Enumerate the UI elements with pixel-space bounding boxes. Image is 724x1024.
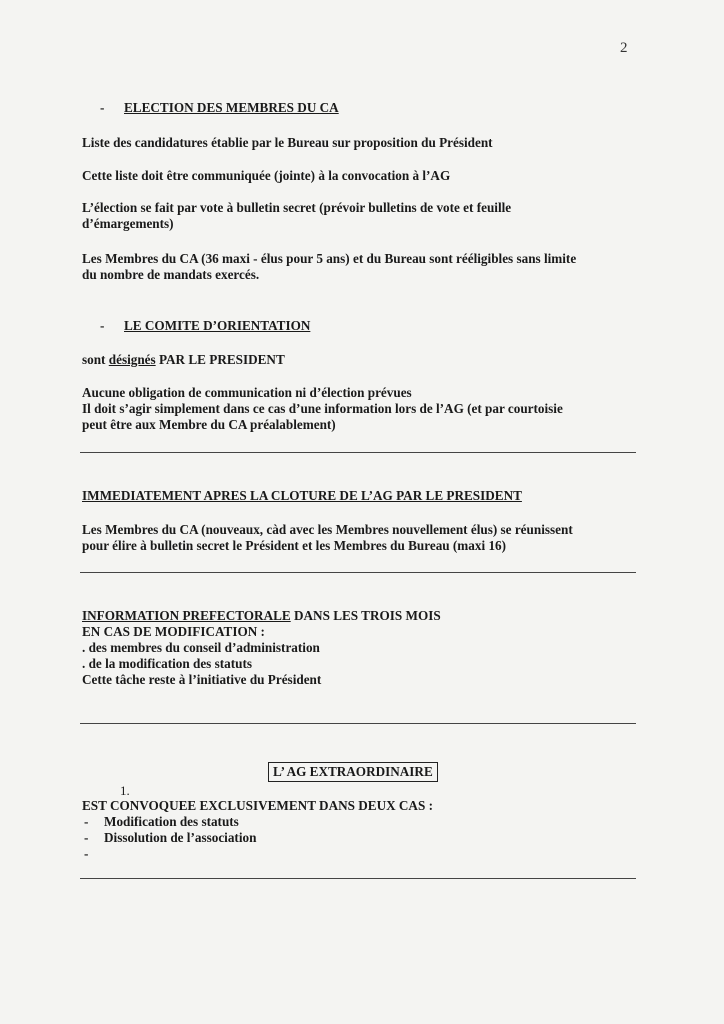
ag-extra-item1: Modification des statuts <box>104 814 239 829</box>
prefecture-line5: Cette tâche reste à l’initiative du Président <box>82 672 322 687</box>
cloture-line2: pour élire à bulletin secret le Président et les Membres du Bureau (maxi 16) <box>82 538 507 553</box>
divider <box>80 723 636 724</box>
cloture-heading: IMMEDIATEMENT APRES LA CLOTURE DE L’AG PAR LE PRESIDENT <box>82 488 522 503</box>
ag-extra-block <box>82 798 642 861</box>
heading-dash: - <box>100 100 105 115</box>
ag-extra-item2: Dissolution de l’association <box>104 830 257 845</box>
bullet-dash: - <box>84 830 89 845</box>
divider <box>80 572 636 573</box>
bullet-dash: - <box>84 846 89 861</box>
prefecture-heading <box>82 608 642 624</box>
page-number: 2 <box>620 40 628 56</box>
comite-heading-text: LE COMITE D’ORIENTATION <box>124 318 311 333</box>
comite-p2-line2: Il doit s’agir simplement dans ce cas d’une information lors de l’AG (et par courtoisie <box>82 401 563 416</box>
election-p3-line2: d’émargements) <box>82 216 174 231</box>
election-p4-line1: Les Membres du CA (36 maxi - élus pour 5 ans) et du Bureau sont rééligibles sans limite <box>82 251 577 266</box>
election-p3 <box>82 200 642 232</box>
comite-p1-post: PAR LE PRESIDENT <box>155 352 285 367</box>
comite-p1 <box>82 352 642 368</box>
cloture-paragraph <box>82 522 642 554</box>
heading-dash: - <box>100 318 105 333</box>
comite-p2 <box>82 385 642 433</box>
comite-p2-line1: Aucune obligation de communication ni d’élection prévues <box>82 385 412 400</box>
election-heading <box>100 100 339 116</box>
prefecture-heading-underlined: INFORMATION PREFECTORALE <box>82 608 291 623</box>
prefecture-item2: . de la modification des statuts <box>82 656 252 671</box>
divider <box>80 878 636 879</box>
election-p2: Cette liste doit être communiquée (jointe) à la convocation à l’AG <box>82 168 451 183</box>
prefecture-item1: . des membres du conseil d’administration <box>82 640 320 655</box>
prefecture-heading-rest: DANS LES TROIS MOIS <box>290 608 441 623</box>
ag-extra-title: L’ AG EXTRAORDINAIRE <box>268 762 438 782</box>
comite-p1-pre: sont <box>82 352 109 367</box>
election-p1: Liste des candidatures établie par le Bureau sur proposition du Président <box>82 135 493 150</box>
prefecture-line2: EN CAS DE MODIFICATION : <box>82 624 265 639</box>
prefecture-block <box>82 608 642 688</box>
comite-p1-underlined: désignés <box>108 352 156 367</box>
divider <box>80 452 636 453</box>
election-heading-text: ELECTION DES MEMBRES DU CA <box>124 100 339 115</box>
bullet-dash: - <box>84 814 89 829</box>
election-p3-line1: L’élection se fait par vote à bulletin secret (prévoir bulletins de vote et feuille <box>82 200 512 215</box>
comite-p2-line3: peut être aux Membre du CA préalablement) <box>82 417 336 432</box>
cloture-line1: Les Membres du CA (nouveaux, càd avec les Membres nouvellement élus) se réunissent <box>82 522 573 537</box>
comite-heading <box>100 318 310 334</box>
ag-extra-line1: EST CONVOQUEE EXCLUSIVEMENT DANS DEUX CAS : <box>82 798 433 813</box>
list-number: 1. <box>120 783 130 798</box>
election-p4-line2: du nombre de mandats exercés. <box>82 267 260 282</box>
list-item <box>82 814 642 830</box>
list-item <box>82 830 642 846</box>
election-p4 <box>82 251 642 283</box>
